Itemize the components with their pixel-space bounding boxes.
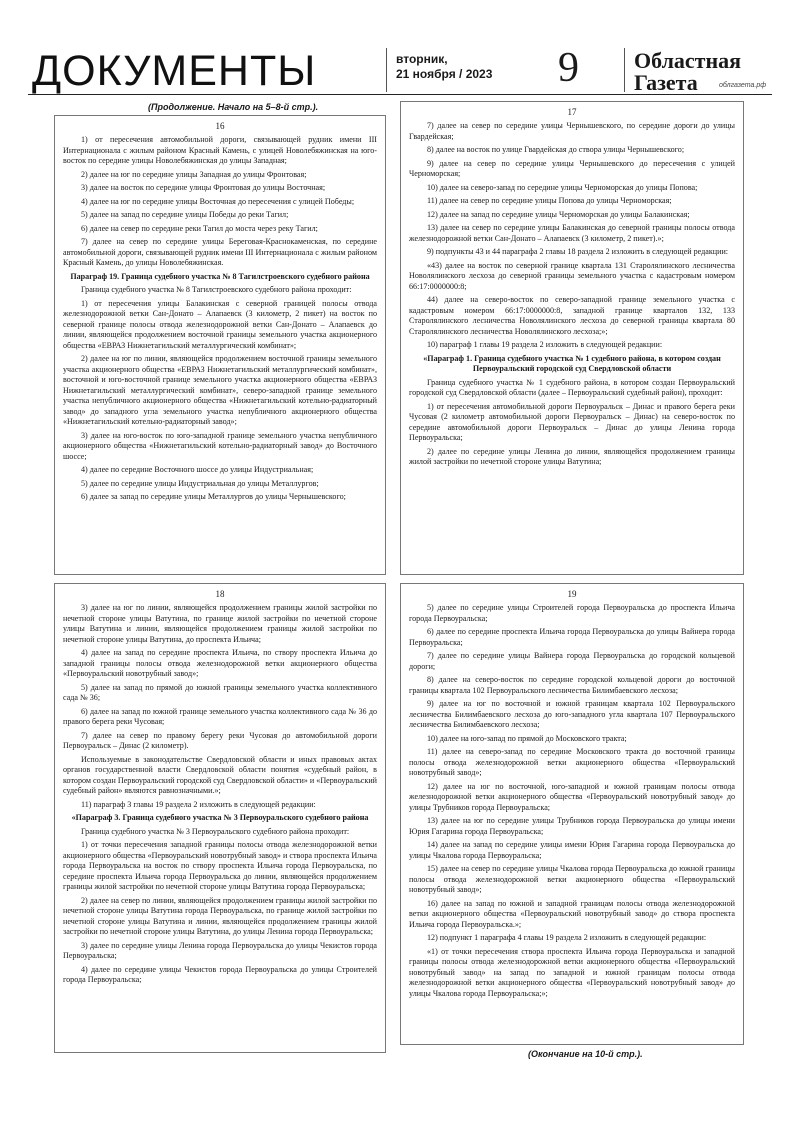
paragraph: 5) далее по середине улицы Индустриальная до улицы Металлургов; (81, 478, 319, 488)
paragraph: Граница судебного участка № 3 Первоуральского судебного района проходит: (81, 826, 350, 836)
paragraph: 16) далее на запад по южной и западной границам полосы отвода железнодорожной ветки акционерного общества «Первоуральский новотрубный завод» до створа проспекта Ильича города Первоуральска.»; (409, 898, 735, 929)
paragraph: 13) далее на юг по середине улицы Трубников города Первоуральска до улицы имени Юрия Гагарина города Первоуральска; (409, 816, 735, 836)
paragraph: 13) далее на север по середине улицы Балакинская до северной границы полосы отвода железнодорожной ветки Сан-Донато – Алапаевск (3 километр, 2 пикет).»; (409, 223, 735, 243)
paragraph: 9) подпункты 43 и 44 параграфа 2 главы 18 раздела 2 изложить в следующей редакции: (427, 247, 729, 256)
page-number: 9 (558, 45, 579, 91)
brand-line-2: Газета (634, 70, 698, 95)
paragraph: 7) далее на север по середине улицы Чернышевского, по середине дороги до улицы Гвардейская; (409, 121, 735, 141)
document-panel-16 (54, 115, 386, 575)
document-panel-18 (54, 583, 386, 1053)
paragraph: 1) от пересечения улицы Балакинская с северной границей полосы отвода железнодорожной ветки Сан-Донато – Алапаевск (3 километр, 2 пикет) на восток по северной границе полосы отвода железнодорожной ветки Сан-Донато – Алапаевск до линии, являющейся продолжением восточной границы земельного участка акционерного общества «ЕВРАЗ Нижнетагильский металлургический комбинат»; (63, 298, 377, 350)
paragraph: Граница судебного участка № 1 судебного района, в котором создан Первоуральский городской суд Свердловской области (далее – Первоуральский судебный район), проходит: (409, 377, 735, 397)
header-divider (386, 48, 387, 92)
panel-page-number: 17 (567, 107, 577, 117)
paragraph: «1) от точки пересечения створа проспекта Ильича города Первоуральска и западной границы полосы отвода железнодорожной ветки акционерного общества «Первоуральский новотрубный завод» на запад по западной и южной границам полосы отвода железнодорожной ветки акционерного общества «Первоуральский новотрубный завод» до улицы Чкалова города Первоуральска;»; (409, 946, 735, 998)
paragraph: 1) от пересечения автомобильной дороги, связывающей рудник имени III Интернационала с жилым районом Красный Камень, с улицей Новолебяжинская на юго-восток по середине улицы Новолебяжинская до улицы Западная; (63, 135, 377, 165)
paragraph: 5) далее по середине улицы Строителей города Первоуральска до проспекта Ильича города Первоуральска; (409, 603, 735, 623)
paragraph: 15) далее на север по середине улицы Чкалова города Первоуральска до южной границы полосы отвода железнодорожной ветки акционерного общества «Первоуральский новотрубный завод»; (409, 864, 735, 894)
section-heading: «Параграф 3. Граница судебного участка № 3 Первоуральского судебного района (71, 813, 369, 822)
document-panel-19 (400, 583, 744, 1045)
paragraph: 7) далее по середине улицы Вайнера города Первоуральска до городской кольцевой дороги; (409, 651, 735, 671)
paragraph: 5) далее на запад по прямой до южной границы земельного участка коллективного сада № 36; (63, 682, 377, 702)
panel-page-number: 19 (567, 589, 577, 599)
paragraph: 14) далее на запад по середине улицы имени Юрия Гагарина города Первоуральска до улицы Чкалова города Первоуральска; (409, 840, 735, 860)
header-divider (624, 48, 625, 92)
paragraph: «43) далее на восток по северной границе квартала 131 Старолялинского лесничества Новолялинского лесхоза до северной границы земельного участка с кадастровым номером 66:17:0000000:8; (409, 260, 735, 291)
paragraph: 9) далее на север по середине улицы Чернышевского до пересечения с улицей Черноморская; (409, 158, 735, 178)
paragraph: 4) далее по середине Восточного шоссе до улицы Индустриальная; (81, 465, 314, 474)
paragraph: 2) далее на юг по середине улицы Западная до улицы Фронтовая; (81, 169, 307, 179)
paragraph: 7) далее на север по правому берегу реки Чусовая до автомобильной дороги Первоуральск – Динас (2 километр). (63, 730, 377, 750)
paragraph: 11) параграф 3 главы 19 раздела 2 изложить в следующей редакции: (81, 799, 316, 809)
paragraph: 6) далее на север по середине реки Тагил до моста через реку Тагил; (81, 223, 318, 233)
brand-line-1: Областная (634, 48, 742, 73)
paragraph: Используемые в законодательстве Свердловской области и иных правовых актах органов государственной власти Свердловской области понятия «судебный район, в котором создан Первоуральский городской суд Свердловской области» и «Первоуральский судебный район» являются равнозначными.»; (63, 754, 377, 795)
paragraph: 1) от пересечения автомобильной дороги Первоуральск – Динас и правого берега реки Чусовая (2 километр автомобильной дороги Первоуральск – Динас) на северо-восток по середине автомобильной дороги Первоуральск – Динас до улицы Ленина города Первоуральска; (409, 401, 735, 442)
section-title: ДОКУМЕНТЫ (32, 47, 317, 95)
paragraph: 5) далее на запад по середине улицы Победы до реки Тагил; (81, 210, 289, 219)
paragraph: 9) далее на юг по восточной и южной границам квартала 102 Первоуральского лесничества Билимбаевского лесхоза до юго-западного угла квартала 107 Первоуральского лесничества Билимбаевского лесхоза; (409, 699, 735, 729)
page-header (28, 42, 772, 100)
paragraph: 3) далее на юго-восток по юго-западной границе земельного участка непубличного акционерного общества «Нижнетагильский котельно-радиаторный завод» до Восточного шоссе; (63, 430, 377, 461)
paragraph: 4) далее на юг по середине улицы Восточная до пересечения с улицей Победы; (81, 196, 355, 206)
ending-note: (Окончание на 10-й стр.). (528, 1049, 643, 1059)
paragraph: 11) далее на север по середине улицы Попова до улицы Черноморская; (427, 196, 672, 205)
paragraph: 8) далее на северо-восток по середине городской кольцевой дороги до восточной границы квартала 102 Первоуральского лесничества Билимбаевского лесхоза; (409, 675, 735, 695)
continuation-note: (Продолжение. Начало на 5–8-й стр.). (148, 102, 319, 112)
section-heading: «Параграф 1. Граница судебного участка № 1 судебного района, в котором создан Первоуральский городской суд Свердловской области (423, 353, 721, 373)
paragraph: 4) далее по середине улицы Чекистов города Первоуральска до улицы Строителей города Первоуральска; (63, 964, 377, 984)
paragraph: 10) параграф 1 главы 19 раздела 2 изложить в следующей редакции: (427, 340, 663, 349)
paragraph: 6) далее за запад по середине улицы Металлургов до улицы Чернышевского; (81, 492, 346, 501)
header-rule (28, 94, 772, 95)
paragraph: 12) подпункт 1 параграфа 4 главы 19 раздела 2 изложить в следующей редакции: (427, 933, 707, 942)
paragraph: 11) далее на северо-запад по середине Московского тракта до восточной границы полосы отвода железнодорожной ветки акционерного общества «Первоуральский новотрубный завод»; (409, 747, 735, 777)
paragraph: 2) далее по середине улицы Ленина до линии, являющейся продолжением границы жилой застройки по нечетной стороне улицы Ватутина; (409, 446, 735, 466)
paragraph: 7) далее на север по середине улицы Береговая-Краснокаменская, по середине автомобильной дороги, связывающей рудник имени III Интернационала с жилым районом Красный Камень, до улицы Новолебяжинская. (63, 237, 377, 267)
issue-weekday: вторник, (396, 52, 448, 66)
document-panel-17 (400, 101, 744, 575)
paragraph: 2) далее на юг по линии, являющейся продолжением восточной границы земельного участка акционерного общества «ЕВРАЗ Нижнетагильский металлургический комбинат», восточной и юго-восточной границе земельного участка акционерного общества «ЕВРАЗ Нижнетагильский металлургический комбинат», северо-западной границе земельного участка непубличного акционерного общества «Нижнетагильский котельно-радиаторный завод» до западного угла земельного участка непубличного акционерного общества «Нижнетагильский котельно-радиаторный завод»; (63, 354, 377, 426)
paragraph: 12) далее на запад по середине улицы Черноморская до улицы Балакинская; (427, 209, 690, 219)
paragraph: 6) далее на запад по южной границе земельного участка коллективного сада № 36 до правого берега реки Чусовая; (63, 706, 377, 726)
issue-date-text: 21 ноября / 2023 (396, 67, 493, 81)
paragraph: 8) далее на восток по улице Гвардейская до створа улицы Чернышевского; (427, 145, 685, 154)
paragraph: 10) далее на северо-запад по середине улицы Черноморская до улицы Попова; (427, 182, 698, 192)
paragraph: 44) далее на северо-восток по северо-западной границе земельного участка с кадастровым номером 66:17:0000000:8, западной границе кварталов 132, 133 Старолялинского лесничества Новолялинского лесхоза до северной границы квартала 80 Старолялинского лесничества Новолялинского лесхоза;»; (409, 295, 735, 336)
paragraph: 6) далее по середине проспекта Ильича города Первоуральска до улицы Вайнера города Первоуральска; (409, 627, 735, 647)
paragraph: 3) далее на юг по линии, являющейся продолжением границы жилой застройки по нечетной стороне улицы Ватутина, по границе жилой застройки по нечетной стороне улицы Ватутина и линии, являющейся продолжением границы жилой застройки по нечетной стороне улицы Ватутина, до проспекта Ильича; (63, 603, 377, 644)
paragraph: 10) далее на юго-запад по прямой до Московского тракта; (427, 733, 627, 743)
paragraph: 3) далее по середине улицы Ленина города Первоуральска до улицы Чекистов города Первоуральска; (63, 940, 377, 960)
section-heading: Параграф 19. Граница судебного участка № 8 Тагилстроевского судебного района (70, 271, 370, 281)
brand-url: облгазета.рф (719, 82, 767, 89)
paragraph: 4) далее на запад по середине проспекта Ильича, по створу проспекта Ильича до западной границы полосы отвода железнодорожной ветки акционерного общества «Первоуральский новотрубный завод»; (63, 648, 377, 678)
paragraph: 3) далее на восток по середине улицы Фронтовая до улицы Восточная; (81, 183, 326, 192)
paragraph: 12) далее на юг по восточной, юго-западной и южной границам полосы отвода железнодорожной ветки акционерного общества «Первоуральский новотрубный завод» до улицы Трубников города Первоуральска; (409, 781, 735, 812)
issue-date (396, 52, 492, 82)
paragraph: Граница судебного участка № 8 Тагилстроевского судебного района проходит: (81, 285, 352, 294)
paragraph: 2) далее на север по линии, являющейся продолжением границы жилой застройки по нечетной стороне улицы Ватутина города Первоуральска, по границе жилой застройки по нечетной стороне улицы Ватутина и линии, являющейся продолжением границы жилой застройки по нечетной стороне улицы Ватутина, до улицы Ленина города Первоуральска; (63, 895, 377, 936)
panel-page-number: 18 (215, 589, 225, 599)
panel-page-number: 16 (215, 121, 225, 131)
paragraph: 1) от точки пересечения западной границы полосы отвода железнодорожной ветки акционерного общества «Первоуральский новотрубный завод» и створа проспекта Ильича города Первоуральска на восток по створу проспекта Ильича города Первоуральска, по середине проспекта Ильича города Первоуральска до линии, являющейся продолжением границы жилой застройки по нечетной стороне улицы Ватутина города Первоуральска; (63, 840, 377, 891)
